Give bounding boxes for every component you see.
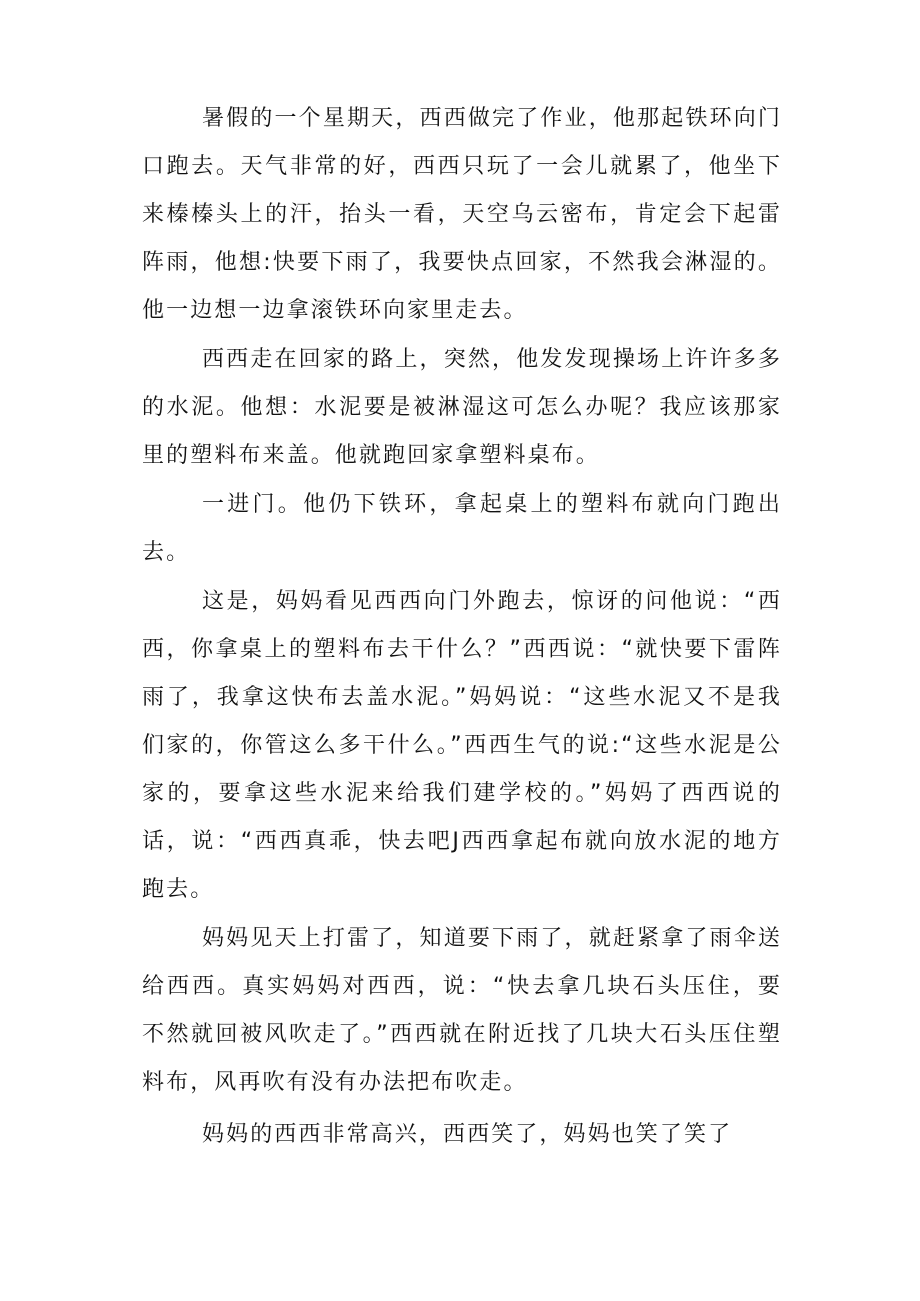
paragraph-5: 妈妈见天上打雷了，知道要下雨了，就赶紧拿了雨伞送给西西。真实妈妈对西西，说：“快去拿几块石头压住，要不然就回被风吹走了。”西西就在附近找了几块大石头压住塑料布，风再吹有没有办法把布吹走。 xyxy=(142,926,782,1095)
paragraph-1: 暑假的一个星期天，西西做完了作业，他那起铁环向门口跑去。天气非常的好，西西只玩了一会儿就累了，他坐下来榛榛头上的汗，抬头一看，天空乌云密布，肯定会下起雷阵雨，他想:快要下雨了，我要快点回家，不然我会淋湿的。他一边想一边拿滚铁环向家里走去。 xyxy=(142,106,782,323)
paragraph-4: 这是，妈妈看见西西向门外跑去，惊讶的问他说：“西西，你拿桌上的塑料布去干什么？”西西说：“就快要下雷阵雨了，我拿这快布去盖水泥。”妈妈说：“这些水泥又不是我们家的，你管这么多干什么。”西西生气的说:“这些水泥是公家的，要拿这些水泥来给我们建学校的。”妈妈了西西说的话，说：“西西真乖，快去吧J西西拿起布就向放水泥的地方跑去。 xyxy=(142,589,782,902)
paragraph-3: 一进门。他仍下铁环，拿起桌上的塑料布就向门跑出去。 xyxy=(142,492,782,565)
paragraph-2: 西西走在回家的路上，突然，他发发现操场上许许多多的水泥。他想：水泥要是被淋湿这可怎么办呢？我应该那家里的塑料布来盖。他就跑回家拿塑料桌布。 xyxy=(142,347,782,468)
paragraph-6: 妈妈的西西非常高兴，西西笑了，妈妈也笑了笑了 xyxy=(202,1122,733,1147)
